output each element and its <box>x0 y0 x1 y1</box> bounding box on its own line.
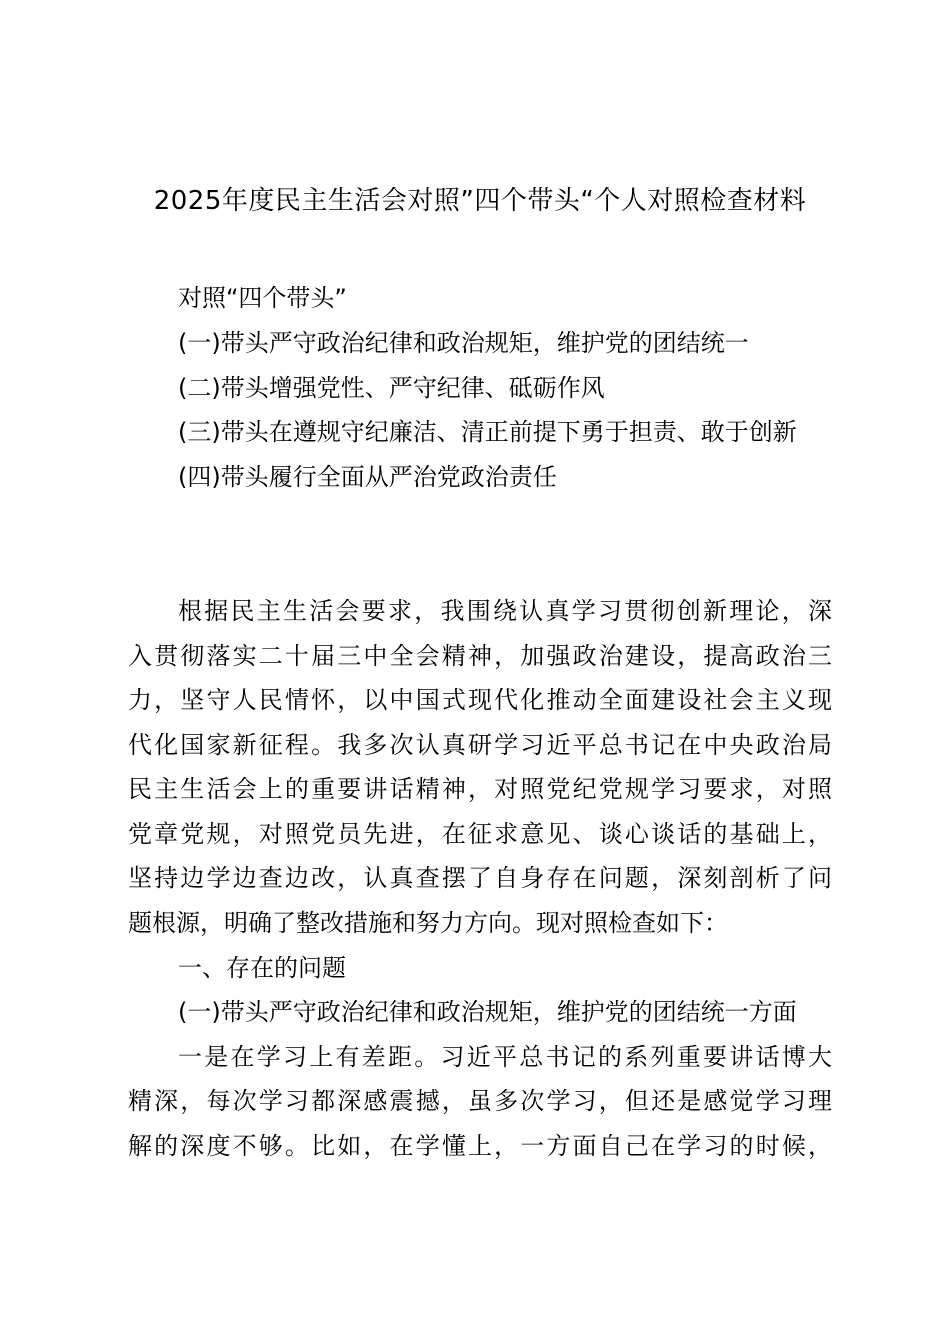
body-line-5: 民主生活会上的重要讲话精神，对照党纪党规学习要求，对照 <box>128 775 832 803</box>
detail-line-3: 解的深度不够。比如，在学懂上，一方面自己在学习的时候， <box>128 1132 832 1160</box>
intro-heading: 对照“四个带头” <box>178 284 347 312</box>
body-line-3: 力，坚守人民情怀，以中国式现代化推动全面建设社会主义现 <box>128 686 832 714</box>
document-title: 2025年度民主生活会对照”四个带头“个人对照检查材料 <box>153 186 807 216</box>
body-line-2: 入贯彻落实二十届三中全会精神，加强政治建设，提高政治三 <box>128 642 832 670</box>
detail-line-2: 精深，每次学习都深感震撼，虽多次学习，但还是感觉学习理 <box>128 1087 832 1115</box>
intro-item-1: (一)带头严守政治纪律和政治规矩，维护党的团结统一 <box>178 329 749 357</box>
body-line-8: 题根源，明确了整改措施和努力方向。现对照检查如下： <box>128 909 728 937</box>
intro-item-3: (三)带头在遵规守纪廉洁、清正前提下勇于担责、敢于创新 <box>178 418 797 446</box>
intro-item-4: (四)带头履行全面从严治党政治责任 <box>178 463 557 491</box>
intro-item-2: (二)带头增强党性、严守纪律、砥砺作风 <box>178 374 605 402</box>
body-line-6: 党章党规，对照党员先进，在征求意见、谈心谈话的基础上， <box>128 820 832 848</box>
body-line-1: 根据民主生活会要求，我围绕认真学习贯彻创新理论，深 <box>178 597 832 625</box>
detail-line-1: 一是在学习上有差距。习近平总书记的系列重要讲话博大 <box>178 1043 832 1071</box>
body-line-4: 代化国家新征程。我多次认真研学习近平总书记在中央政治局 <box>128 731 832 759</box>
body-line-7: 坚持边学边查边改，认真查摆了自身存在问题，深刻剖析了问 <box>128 864 832 892</box>
subsection-heading: (一)带头严守政治纪律和政治规矩，维护党的团结统一方面 <box>178 998 797 1026</box>
section-heading: 一、存在的问题 <box>178 954 346 982</box>
